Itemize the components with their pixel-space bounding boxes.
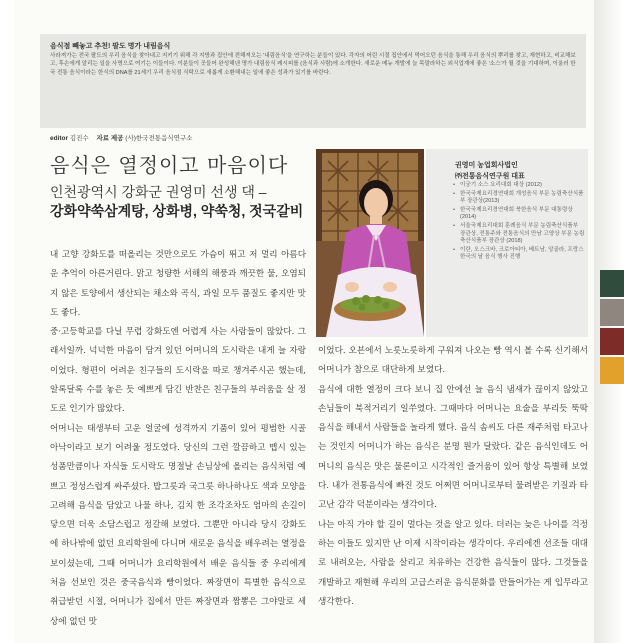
award-item: • 이란, 오스크바, 크로아티아, 베트남, 앙골라, 프랑스 한국의 날 음식 행사 진행 [453,247,585,262]
article-headline: 음식은 열정이고 마음이다 [50,153,289,177]
editor-label: editor [50,135,69,142]
award-item: • 한국국제요리경연대회 북한음식 부문 대통령상(2014) [453,207,585,222]
portrait-photo [316,149,424,337]
paragraph: 나는 아직 가야 할 길이 멀다는 것을 알고 있다. 더러는 늦은 나이를 걱정하는 이들도 있지만 난 이제 시작이라는 생각이다. 우리에겐 선조들 대대로 내려오는, 사람을 살리고 치유하는 건강한 음식들이 많다. 그것들을 개발하고 재현해 우리의 고급스러운 음식문화를 만들어가는 게 입무라고 생각한다. [318,519,588,607]
profile-name: 권영미 농업회사법인 [455,162,518,169]
award-item: • 한국국제요리경연대회 개성음식 부문 농림축산식품부 장관상(2013) [453,191,585,206]
article-column-right [318,342,588,612]
paragraph: 내 고향 강화도를 떠올리는 것만으로도 가슴이 뛰고 저 멀리 아름다운 추억이 아른거린다. 맑고 청량한 서해의 해풍과 깨끗한 물, 오염되지 않은 토양에서 생산되는 채소와 곡식, 과일 모두 품질도 좋지만 맛도 좋다. [50,250,306,318]
paragraph: 어머니는 태생부터 고운 얼굴에 성격까지 기품이 있어 평범한 시골 아낙이라고 보기 어려울 정도였다. 당신의 그런 깔끔하고 맵시 있는 성품만큼이나 자식들 도시락도 명절날 손님상에 올리는 음식처럼 예쁘고 정성스럽게 싸주셨다. 밥그릇과 국그릇 하나하나도 색과 모양을 고려해 음식을 담았고 나물 하나, 김치 한 조각조차도 엄마의 손길이 닿으면 더욱 소담스럽고 정갈해 보였다. 그뿐만 아니라 당시 강화도에 하나밖에 없던 요리학원에 다니며 새로운 음식을 배우려는 열정을 보이셨는데, 그때 어머니가 요리학원에서 배운 음식들 중 우리에게 처음 선보인 것은 중국음식과 빵이었다. 짜장면이 특별한 음식으로 취급받던 시절, 어머니가 집에서 만든 짜장면과 짬뽕은 그야말로 세상에 없던 맛 [50,423,306,627]
source-name: (사)한국전통음식연구소 [125,135,193,142]
credits-line [50,133,198,142]
dishes-title: 강화약쑥삼계탕, 상화병, 약쑥청, 젓국갈비 [50,203,304,219]
intro-title: 음식점 빼놓고 추천! 팔도 명가 내림음식 [50,43,171,50]
swatch-green [600,270,624,297]
award-item: • 서울국제요리대회 훈례음식 부문 농림축산식품부 장관상, 전통주와 전통음식의 만남 고양상 부문 농림축산식품부 장관상 (2018) [453,223,585,246]
paragraph: 음식에 대한 열정이 크다 보니 집 안에선 늘 음식 냄새가 끊이지 않았고 손님들이 북적거리기 일쑤였다. 그때마다 어머니는 요술을 부리듯 뚝딱 음식을 해내서 사람들을 놀라게 했다. 음식 솜씨도 다른 재주처럼 타고나는 것인지 어머니가 하는 음식은 분명 뭔가 달랐다. 같은 음식인데도 어머니의 음식은 맛은 물론이고 시각적인 즐거움이 있어 항상 특별해 보였다. 내가 전통음식에 빠진 것도 어쩌면 어머니로부터 물려받은 기질과 타고난 감각 덕분이라는 생각이다. [318,384,588,511]
color-swatches [600,270,624,386]
source-label: 자료 제공 [96,135,124,142]
swatch-gray [600,299,624,326]
intro-body: 사라져가는 전국 팔도의 우리 음식을 찾아내고 지키기 위해 각 지방과 집안에 전해져오는 '내림음식'을 연구하는 분들이 있다. 각자의 어린 시절 집안에서 먹어오던 음식을 통해 우리 음식의 뿌리를 찾고, 재현하고, 비교해보고, 후손에게 알리는 일을 사명으로 여기는 이들이다. 이분들이 곳들어 완성해낸 명가 내림음식 레시피를 (음식과 사람)에 소개한다. 새로운 메뉴 개발에 늘 목말라하는 외식업계에 좋은 '소스'가 될 것을 기대하며, 이울러 한국 전통 음식이라는 한식의 DNA를 21세기 우리 음식점 식탁으로 새롭게 소환해내는 일에 좋은 성과가 있기를 바란다. [50,53,576,76]
article-subhead: 인천광역시 강화군 권영미 선생 댁 – [50,184,267,200]
portrait-illustration [316,149,424,337]
awards-list [453,182,585,263]
paragraph: 이었다. 오븐에서 노릇노릇하게 구워져 나오는 빵 역시 볼 수록 신기해서 어머니가 참으로 대단하게 보였다. [318,346,588,376]
award-item: • 이궁기 소스 요리대회 대상 (2012) [453,182,585,190]
swatch-red [600,328,624,355]
paragraph: 중·고등학교를 다닐 무렵 강화도엔 어렵게 사는 사람들이 많았다. 그래서일까. 넉넉한 마음이 담겨 있던 어머니의 도시락은 내게 늘 자랑이었다. 형편이 어려운 친구들의 도시락을 따로 챙겨주시곤 했는데, 알록달록 수를 놓은 듯 예쁘게 담긴 반찬은 친구들의 부러움을 살 정도로 인기가 많았다. [50,327,306,415]
profile-org: ㈜전통음식연구원 대표 [455,173,525,180]
article-column-left [50,246,306,632]
editor-name: 김진수 [69,135,89,142]
swatch-yellow [600,357,624,384]
